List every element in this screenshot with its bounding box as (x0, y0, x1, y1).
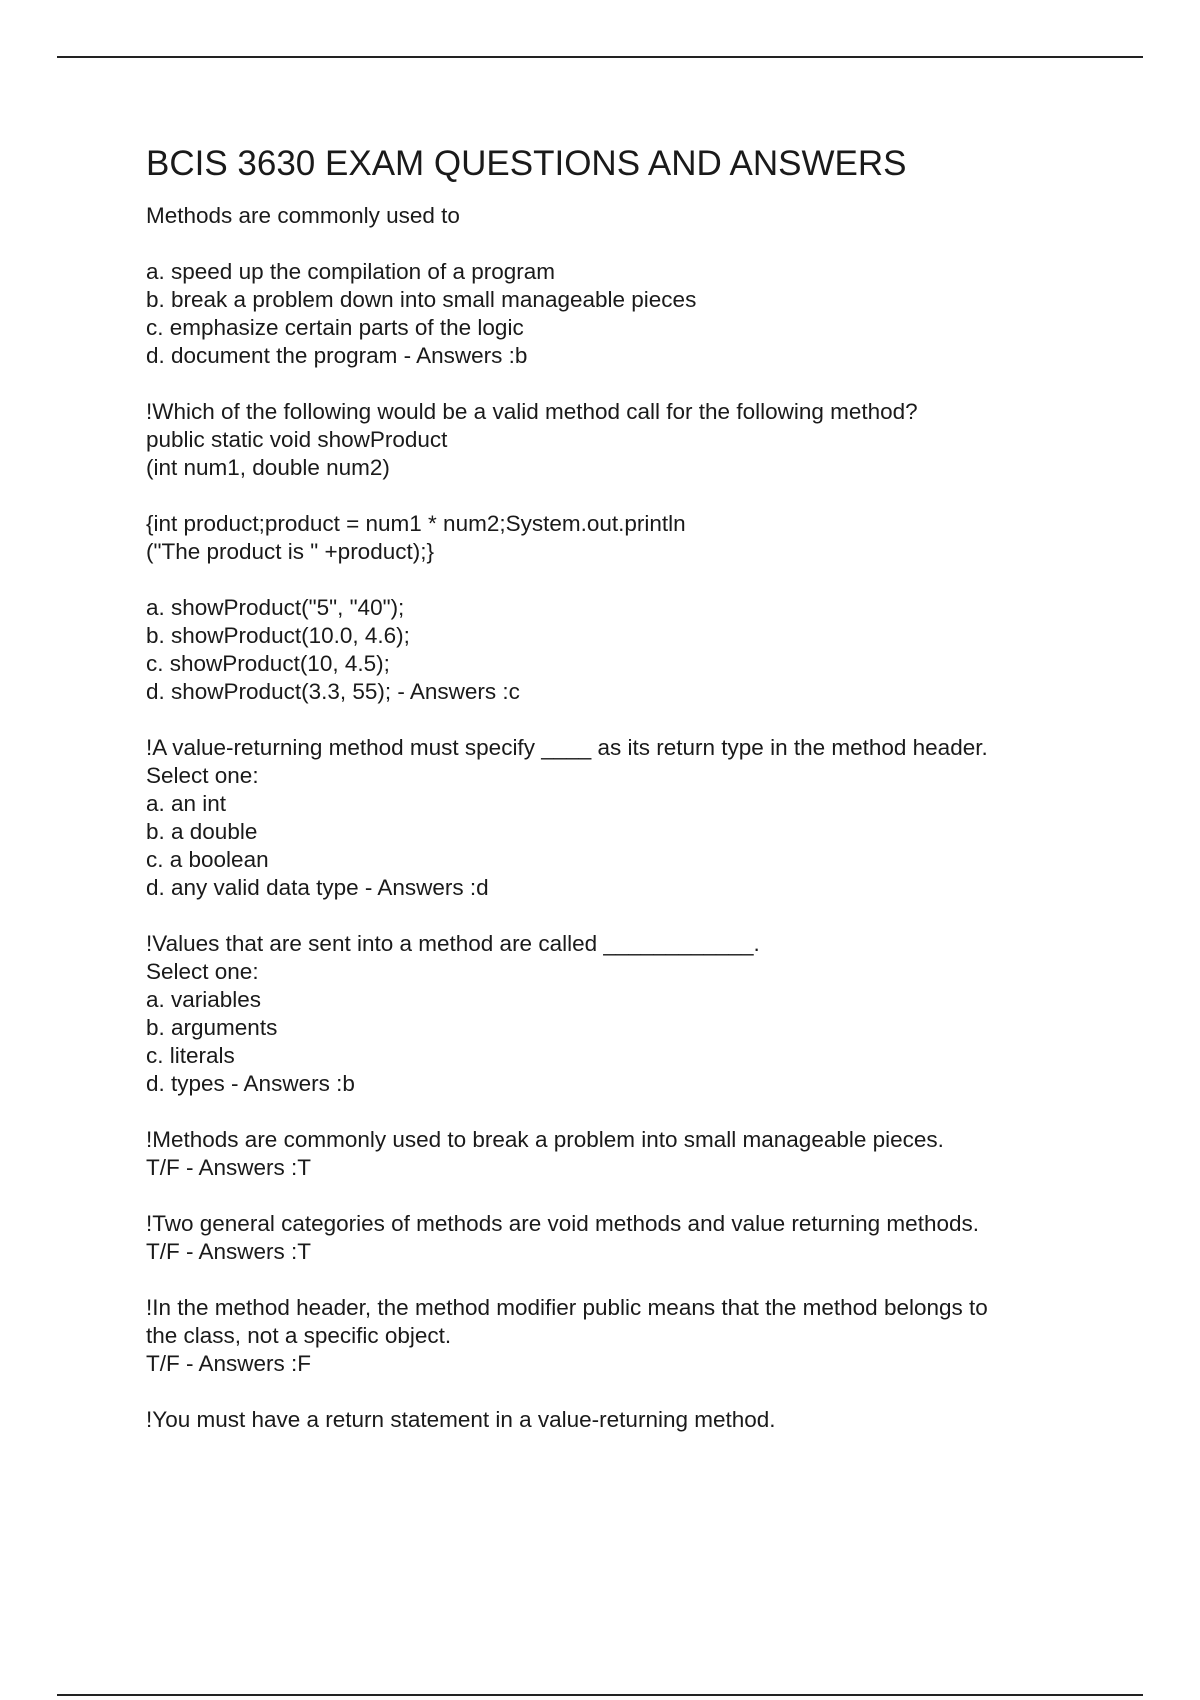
question-text: !In the method header, the method modifier public means that the method belongs to (146, 1295, 988, 1320)
question-text: !Two general categories of methods are void methods and value returning methods. (146, 1211, 979, 1236)
question-line: Select one: (146, 763, 259, 788)
question-line: a. variables (146, 987, 262, 1012)
question-line: T/F - Answers :T (146, 1239, 312, 1264)
question-line: b. arguments (146, 1015, 278, 1040)
question-line: the class, not a specific object. (146, 1323, 452, 1348)
question-line: a. showProduct("5", "40"); (146, 595, 405, 620)
question-line: a. an int (146, 791, 227, 816)
question-line: b. break a problem down into small manageable pieces (146, 287, 697, 312)
question-block (146, 1210, 1106, 1266)
question-line: b. showProduct(10.0, 4.6); (146, 623, 410, 648)
question-line: {int product;product = num1 * num2;System.out.println (146, 511, 686, 536)
question-line: Select one: (146, 959, 259, 984)
question-line: c. emphasize certain parts of the logic (146, 315, 524, 340)
question-line: a. speed up the compilation of a program (146, 259, 555, 284)
question-line: d. showProduct(3.3, 55); - Answers :c (146, 679, 520, 704)
question-line: d. document the program - Answers :b (146, 343, 528, 368)
block-gap (146, 1378, 1106, 1406)
block-gap (146, 1266, 1106, 1294)
block-gap (146, 1182, 1106, 1210)
question-text: !Values that are sent into a method are called ____________. (146, 931, 760, 956)
block-gap (146, 1098, 1106, 1126)
question-line: public static void showProduct (146, 427, 448, 452)
question-block (146, 734, 1106, 902)
question-line: (int num1, double num2) (146, 455, 390, 480)
question-line: c. a boolean (146, 847, 269, 872)
question-block (146, 1294, 1106, 1378)
question-block (146, 1126, 1106, 1182)
blank-line (146, 566, 1106, 594)
question-text: Methods are commonly used to (146, 203, 460, 228)
question-line: c. literals (146, 1043, 235, 1068)
question-line: ("The product is " +product);} (146, 539, 434, 564)
question-line: d. any valid data type - Answers :d (146, 875, 489, 900)
bottom-rule (57, 1694, 1143, 1696)
document-body (146, 140, 1106, 1434)
question-block (146, 1406, 1106, 1434)
question-line: d. types - Answers :b (146, 1071, 355, 1096)
question-block (146, 202, 1106, 370)
top-rule (57, 56, 1143, 58)
document-title: BCIS 3630 EXAM QUESTIONS AND ANSWERS (146, 144, 907, 183)
block-gap (146, 902, 1106, 930)
question-line: T/F - Answers :T (146, 1155, 312, 1180)
block-gap (146, 370, 1106, 398)
question-block (146, 930, 1106, 1098)
question-text: !Which of the following would be a valid method call for the following method? (146, 399, 918, 424)
question-block (146, 398, 1106, 706)
question-text: !You must have a return statement in a value-returning method. (146, 1407, 776, 1432)
blank-line (146, 482, 1106, 510)
question-text: !Methods are commonly used to break a problem into small manageable pieces. (146, 1127, 944, 1152)
question-line: T/F - Answers :F (146, 1351, 312, 1376)
question-line: c. showProduct(10, 4.5); (146, 651, 390, 676)
question-list (146, 202, 1106, 1434)
blank-line (146, 230, 1106, 258)
block-gap (146, 706, 1106, 734)
question-line: b. a double (146, 819, 258, 844)
question-text: !A value-returning method must specify ____ as its return type in the method header. (146, 735, 988, 760)
